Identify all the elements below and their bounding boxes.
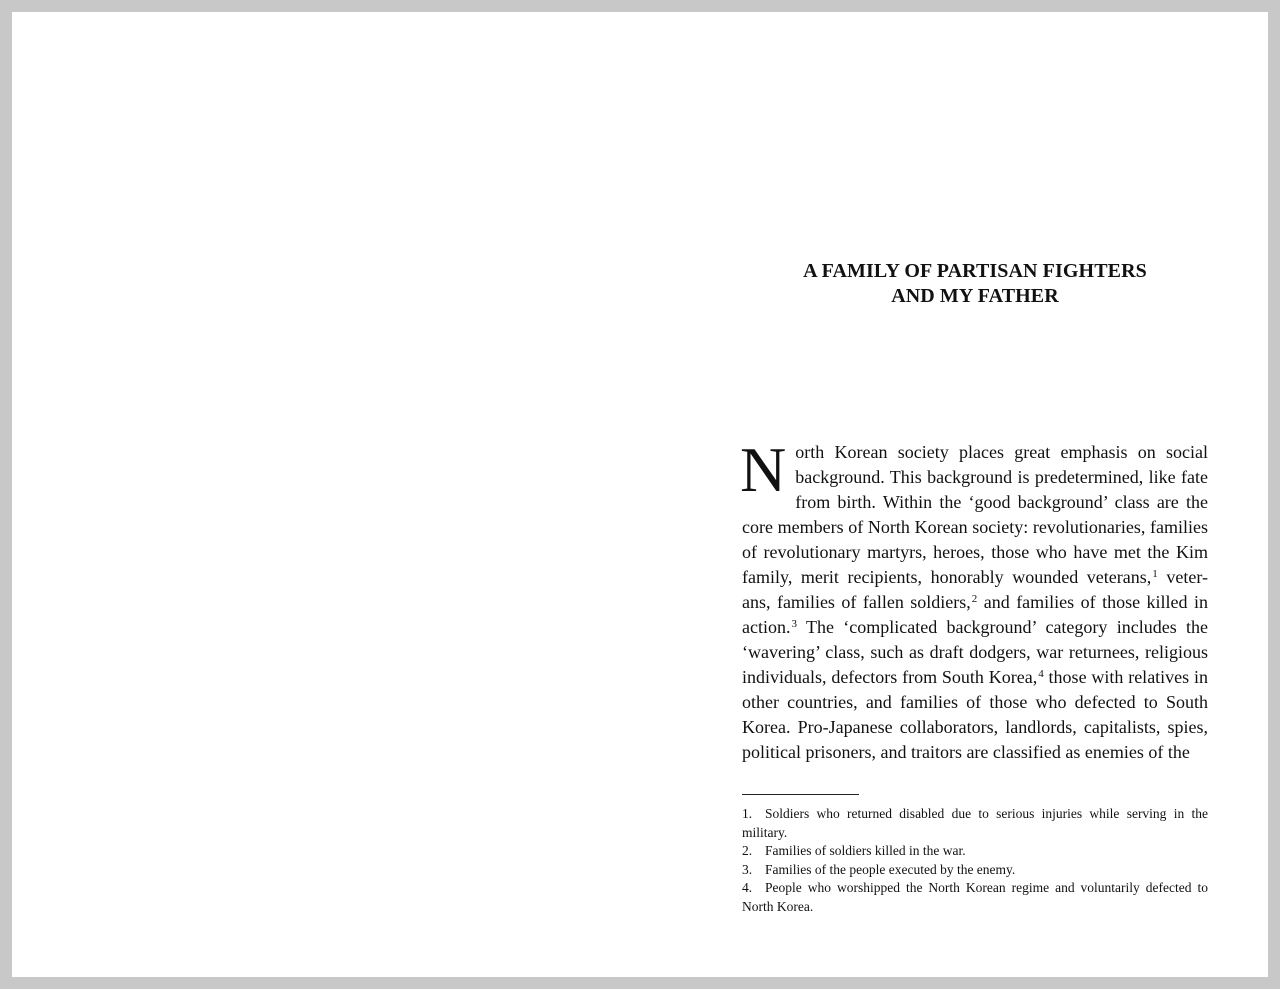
footnote-number: 2. xyxy=(742,843,753,858)
footnote-text: Families of soldiers killed in the war. xyxy=(765,843,966,858)
chapter-title-line-2: AND MY FATHER xyxy=(891,285,1059,307)
footnote-item xyxy=(742,879,1208,916)
footnote-item xyxy=(742,805,1208,842)
footnote-number: 4. xyxy=(742,880,753,895)
body-paragraph xyxy=(740,434,1209,765)
drop-cap: N xyxy=(740,434,787,505)
footnote-ref-4: 4 xyxy=(1038,668,1044,680)
footnotes-list xyxy=(742,805,1208,916)
footnote-number: 1. xyxy=(742,806,753,821)
body-text-segment: those with relatives in other countries, and families of those who defected to South Korea. Pro-Japanese collaborators, landlords, capitalists, spies, political prisoners, and traitors are classified as enemies of the xyxy=(742,667,1208,762)
footnote-number: 3. xyxy=(742,861,753,877)
footnote-ref-2: 2 xyxy=(971,593,978,605)
book-spread xyxy=(12,12,1268,977)
footnote-ref-3: 3 xyxy=(791,618,797,630)
body-text-segment: and families of those killed in action. xyxy=(742,592,1208,637)
body-text-segment: veter-ans, families of fallen soldiers, xyxy=(742,567,1209,612)
footnote-text: People who worshipped the North Korean regime and voluntarily defected to North Korea. xyxy=(742,880,1208,914)
footnote-text: Families of the people executed by the enemy. xyxy=(765,861,1016,877)
footnote-item xyxy=(742,842,1208,861)
footnote-divider xyxy=(742,794,859,795)
chapter-title-line-1: A FAMILY OF PARTISAN FIGHTERS xyxy=(803,260,1147,282)
footnote-text: Soldiers who returned disabled due to serious injuries while serving in the military. xyxy=(742,806,1208,840)
footnote-ref-1: 1 xyxy=(1152,568,1158,580)
body-text-segment: The ‘complicated background’ category includes the ‘wavering’ class, such as draft dodgers, war returnees, religious individuals, defectors from South Korea, xyxy=(742,617,1208,687)
body-text-segment: orth Korean society places great emphasis on social background. This background is predetermined, like fate from birth. Within the ‘good background’ class are the core members of North Korean society: revolutionaries, families of revolutionary martyrs, heroes, those who have met the Kim family, merit recipients, honorably wounded veterans, xyxy=(742,442,1208,587)
left-page-blank xyxy=(12,12,652,977)
chapter-title xyxy=(742,259,1208,309)
right-page xyxy=(652,12,1268,977)
footnote-item xyxy=(742,861,1208,880)
